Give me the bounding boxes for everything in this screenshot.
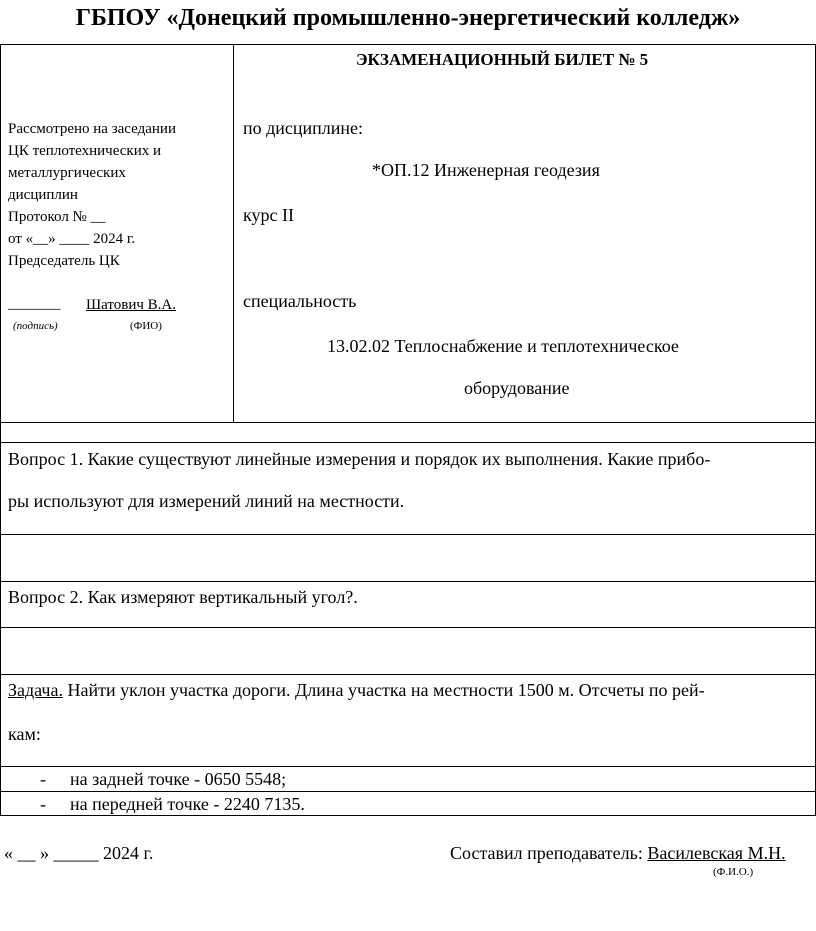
approval-line: Протокол № __ — [8, 209, 106, 225]
approval-line: ЦК теплотехнических и — [8, 143, 162, 159]
footer-fio-caption: (Ф.И.О.) — [713, 866, 754, 878]
row-divider — [0, 674, 816, 675]
task-line: Найти уклон участка дороги. Длина участка на местности 1500 м. Отсчеты по рей- — [62, 680, 705, 700]
task-label: Задача. — [8, 680, 63, 700]
teacher-name: Василевская М.Н. — [647, 843, 786, 863]
row-divider — [0, 422, 816, 423]
discipline-label: по дисциплине: — [243, 118, 364, 138]
row-divider — [0, 791, 816, 792]
compiled-label: Составил преподаватель: — [450, 843, 648, 863]
task-text — [8, 680, 705, 701]
row-divider — [0, 581, 816, 582]
specialty-label: специальность — [243, 291, 357, 311]
approval-line: Председатель ЦК — [8, 253, 120, 269]
bullet-rear-point: на задней точке - 0650 5548; — [70, 769, 287, 789]
table-bottom-border — [0, 815, 816, 816]
table-top-border — [0, 44, 816, 45]
compiled-by — [450, 843, 786, 864]
question-1-cont: ры используют для измерений линий на местности. — [8, 491, 405, 511]
chair-name: Шатович В.А. — [86, 297, 176, 313]
approval-line: металлургических — [8, 165, 126, 181]
specialty-name-cont: оборудование — [464, 378, 570, 398]
row-divider — [0, 627, 816, 628]
bullet-dash: - — [40, 769, 46, 789]
fio-caption: (ФИО) — [130, 320, 162, 332]
signature-blank: _______ — [8, 296, 61, 312]
college-title: ГБПОУ «Донецкий промышленно-энергетический колледж» — [75, 5, 741, 31]
header-column-divider — [233, 44, 234, 422]
discipline-name: *ОП.12 Инженерная геодезия — [372, 160, 600, 180]
approval-line: от «__» ____ 2024 г. — [8, 231, 136, 247]
table-left-border — [0, 44, 1, 816]
task-text-cont: кам: — [8, 724, 41, 744]
approval-line: Рассмотрено на заседании — [8, 121, 176, 137]
signature-caption: (подпись) — [13, 320, 58, 332]
row-divider — [0, 534, 816, 535]
course: курс II — [243, 205, 294, 225]
approval-line: дисциплин — [8, 187, 78, 203]
footer-date: « __ » _____ 2024 г. — [4, 843, 154, 863]
row-divider — [0, 442, 816, 443]
bullet-front-point: на передней точке - 2240 7135. — [70, 794, 305, 814]
specialty-name: 13.02.02 Теплоснабжение и теплотехническое — [327, 336, 679, 356]
question-1: Вопрос 1. Какие существуют линейные измерения и порядок их выполнения. Какие прибо- — [8, 449, 711, 469]
ticket-title: ЭКЗАМЕНАЦИОННЫЙ БИЛЕТ № 5 — [356, 50, 649, 69]
approval-block — [8, 118, 176, 272]
question-2: Вопрос 2. Как измеряют вертикальный угол?. — [8, 587, 358, 607]
bullet-dash: - — [40, 794, 46, 814]
row-divider — [0, 766, 816, 767]
